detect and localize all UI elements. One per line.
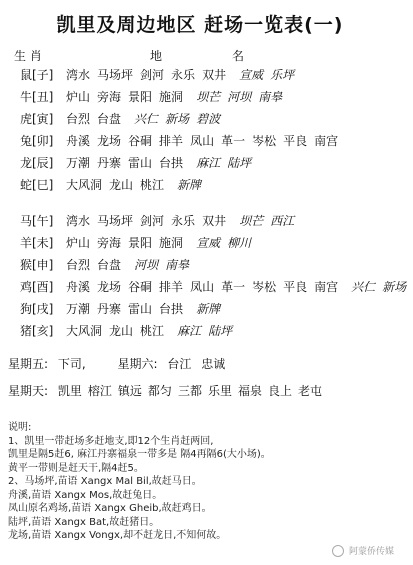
market-place: 台盘 (97, 112, 122, 126)
saturday-place: 台江 (167, 357, 192, 371)
note-line: 凤山原名鸡场,苗语 Xangx Gheib,故赶鸡日。 (8, 503, 212, 514)
zodiac-label: 狗[戌] (20, 302, 54, 316)
market-place: 龙场 (97, 134, 122, 148)
market-place: 旁海 (97, 236, 122, 250)
market-place-alt: 南皋 (258, 90, 283, 104)
market-place: 岑松 (252, 134, 277, 148)
note-line: 1、凯里一带赶场多赶地支,即12个生肖赶两回, (8, 435, 214, 447)
sunday-place: 凯里 (57, 384, 82, 398)
market-place: 台盘 (97, 258, 122, 272)
market-place: 马场坪 (97, 68, 134, 82)
sunday-place: 良上 (267, 384, 292, 398)
sunday-label: 星期天: (8, 384, 49, 398)
market-place-alt: 新场 (382, 280, 407, 294)
market-place: 台烈 (66, 112, 91, 126)
schedule-row (20, 324, 239, 338)
zodiac-label: 马[午] (20, 214, 54, 228)
market-place: 剑河 (140, 214, 165, 228)
market-place: 南宫 (314, 280, 339, 294)
note-line: 凯里是隔5赶6, 麻江丹寨福泉一带多是 隔4再隔6(大小场)。 (8, 449, 271, 460)
market-place: 排羊 (159, 134, 184, 148)
market-place-alt: 麻江 (177, 324, 202, 338)
market-place: 永乐 (171, 214, 196, 228)
market-place: 舟溪 (66, 134, 91, 148)
market-place: 炉山 (66, 90, 91, 104)
market-place: 桃江 (140, 324, 165, 338)
market-place: 马场坪 (97, 214, 134, 228)
market-place: 施洞 (159, 90, 184, 104)
sunday-line (8, 382, 334, 399)
zodiac-label: 龙[辰] (20, 156, 54, 170)
notes-section (8, 421, 271, 543)
friday-saturday-line (8, 355, 231, 372)
market-place: 双井 (202, 214, 227, 228)
sunday-place: 镇远 (117, 384, 142, 398)
market-place-alt: 宣威 (239, 68, 264, 82)
market-place-alt: 新牌 (177, 178, 202, 192)
market-place-alt: 新场 (165, 112, 190, 126)
market-place-alt: 陆坪 (227, 156, 252, 170)
saturday-place: 忠诚 (201, 357, 226, 371)
note-line: 2、马场坪,苗语 Xangx Mal Bil,故赶马日。 (8, 476, 202, 487)
market-place: 平良 (283, 280, 308, 294)
market-place-alt: 坝芒 (196, 90, 221, 104)
wechat-icon (332, 545, 344, 557)
header-ming: 名 (232, 49, 245, 63)
schedule-row (20, 258, 196, 272)
note-line: 黄平一带则是赶天干,隔4赶5。 (8, 462, 144, 474)
sunday-place: 三都 (177, 384, 202, 398)
watermark-text: 阿蒙侨传媒 (348, 546, 394, 557)
market-place: 雷山 (128, 302, 153, 316)
market-place: 湾水 (66, 214, 91, 228)
schedule-row (20, 302, 227, 316)
market-place: 炉山 (66, 236, 91, 250)
sunday-places (58, 384, 328, 398)
market-place: 平良 (283, 134, 308, 148)
saturday-label: 星期六: (117, 357, 158, 371)
zodiac-label: 鸡[酉] (20, 280, 54, 294)
friday-label: 星期五: (8, 357, 49, 371)
schedule-row (20, 214, 301, 228)
market-place: 谷硐 (128, 280, 153, 294)
zodiac-label: 虎[寅] (20, 112, 54, 126)
zodiac-label: 兔[卯] (20, 134, 54, 148)
market-place: 丹寨 (97, 302, 122, 316)
market-place: 大风洞 (66, 324, 103, 338)
market-place: 岑松 (252, 280, 277, 294)
note-line: 龙场,苗语 Xangx Vongx,却不赶龙日,不知何故。 (8, 530, 227, 541)
zodiac-label: 蛇[巳] (20, 178, 54, 192)
zodiac-label: 猪[亥] (20, 324, 54, 338)
schedule-row (20, 90, 289, 104)
market-place-alt: 兴仁 (351, 280, 376, 294)
market-place: 双井 (202, 68, 227, 82)
zodiac-label: 羊[未] (20, 236, 54, 250)
schedule-row (20, 280, 413, 294)
market-place-alt: 西江 (270, 214, 295, 228)
market-place-alt: 南皋 (165, 258, 190, 272)
market-place: 龙山 (109, 178, 134, 192)
market-place: 丹寨 (97, 156, 122, 170)
note-line: 陆坪,苗语 Xangx Bat,故赶猪日。 (8, 516, 160, 528)
notes-heading: 说明: (8, 422, 32, 433)
friday-place: 下司, (57, 357, 86, 371)
market-place: 革一 (221, 280, 246, 294)
sunday-place: 福泉 (237, 384, 262, 398)
market-place: 剑河 (140, 68, 165, 82)
market-place: 龙山 (109, 324, 134, 338)
market-place: 台拱 (159, 156, 184, 170)
market-place: 永乐 (171, 68, 196, 82)
schedule-row (20, 112, 227, 126)
market-place: 桃江 (140, 178, 165, 192)
market-place-alt: 宣威 (196, 236, 221, 250)
market-place: 湾水 (66, 68, 91, 82)
schedule-row (20, 236, 258, 250)
market-place: 雷山 (128, 156, 153, 170)
market-place-alt: 新牌 (196, 302, 221, 316)
market-place-alt: 河坝 (227, 90, 252, 104)
market-place-alt: 柳川 (227, 236, 252, 250)
sunday-place: 都匀 (147, 384, 172, 398)
schedule-row (20, 178, 208, 192)
sunday-place: 乐里 (207, 384, 232, 398)
market-place: 万潮 (66, 302, 91, 316)
header-zodiac: 生 肖 (14, 49, 42, 63)
note-line: 舟溪,苗语 Xangx Mos,故赶兔日。 (8, 489, 163, 501)
zodiac-label: 牛[丑] (20, 90, 54, 104)
market-place-alt: 乐坪 (270, 68, 295, 82)
schedule-row (20, 156, 258, 170)
market-place: 龙场 (97, 280, 122, 294)
market-place: 施洞 (159, 236, 184, 250)
market-place-alt: 兴仁 (134, 112, 159, 126)
market-place-alt: 碧波 (196, 112, 221, 126)
market-place: 排羊 (159, 280, 184, 294)
market-place-alt: 麻江 (196, 156, 221, 170)
market-place: 凤山 (190, 280, 215, 294)
market-place: 舟溪 (66, 280, 91, 294)
market-place-alt: 陆坪 (208, 324, 233, 338)
zodiac-label: 猴[申] (20, 258, 54, 272)
zodiac-label: 鼠[子] (20, 68, 54, 82)
market-place: 台烈 (66, 258, 91, 272)
market-place: 景阳 (128, 236, 153, 250)
market-place: 南宫 (314, 134, 339, 148)
market-place: 大风洞 (66, 178, 103, 192)
header-di: 地 (150, 49, 163, 63)
market-place: 谷硐 (128, 134, 153, 148)
market-place: 革一 (221, 134, 246, 148)
page-title: 凯里及周边地区 赶场一览表(一) (56, 14, 344, 36)
market-place: 台拱 (159, 302, 184, 316)
market-place: 景阳 (128, 90, 153, 104)
schedule-row (20, 134, 345, 148)
market-place: 万潮 (66, 156, 91, 170)
market-place-alt: 坝芒 (239, 214, 264, 228)
market-place: 凤山 (190, 134, 215, 148)
sunday-place: 老屯 (298, 384, 323, 398)
market-place-alt: 河坝 (134, 258, 159, 272)
schedule-row (20, 68, 301, 82)
watermark (332, 544, 394, 558)
sunday-place: 榕江 (87, 384, 112, 398)
market-place: 旁海 (97, 90, 122, 104)
